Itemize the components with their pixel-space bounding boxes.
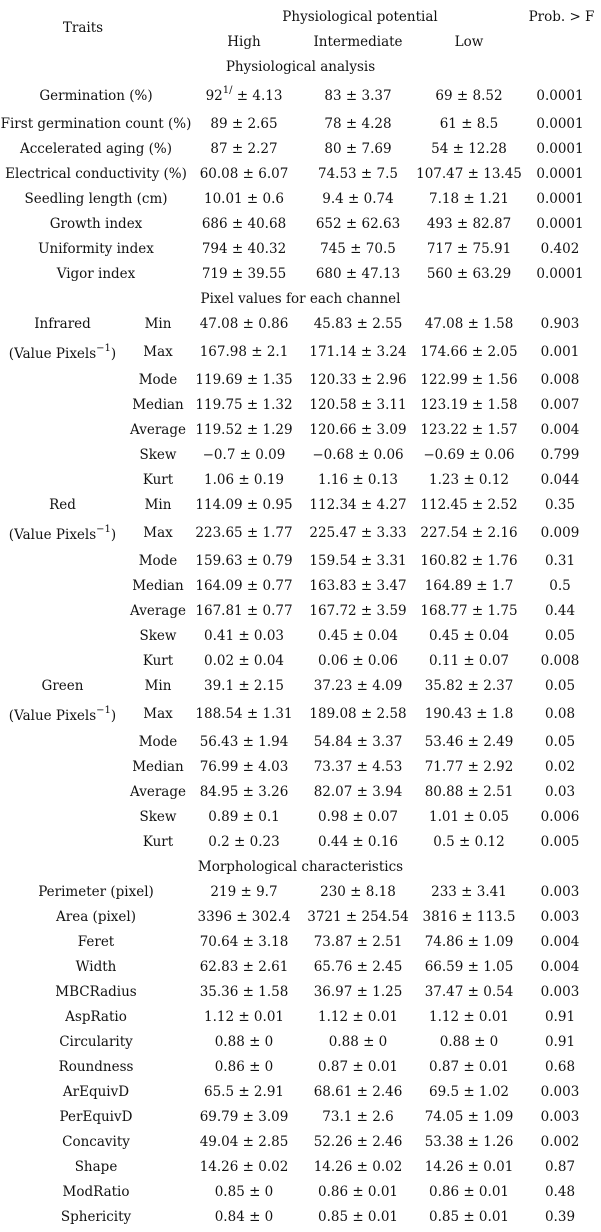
- value-intermediate: 171.14 ± 3.24: [309, 344, 407, 360]
- stat-label: Median: [132, 397, 184, 413]
- value-low: 107.47 ± 13.45: [416, 166, 522, 182]
- value-intermediate: 167.72 ± 3.59: [309, 603, 407, 619]
- value-high: 70.64 ± 3.18: [199, 934, 289, 950]
- value-high: 188.54 ± 1.31: [195, 706, 293, 722]
- value-intermediate: 745 ± 70.5: [320, 241, 396, 257]
- value-intermediate: 0.86 ± 0.01: [317, 1184, 398, 1200]
- value-high: 0.89 ± 0.1: [208, 809, 280, 825]
- stat-label: Median: [132, 578, 184, 594]
- trait-label: MBCRadius: [55, 984, 137, 1000]
- trait-label: Shape: [74, 1159, 118, 1175]
- value-low: 0.5 ± 0.12: [433, 834, 505, 850]
- value-low: 71.77 ± 2.92: [424, 759, 514, 775]
- value-high: 47.08 ± 0.86: [199, 316, 289, 332]
- value-high: 159.63 ± 0.79: [195, 553, 293, 569]
- footnote-marker: 1/: [222, 84, 233, 96]
- value-low: 717 ± 75.91: [426, 241, 512, 257]
- value-prob: 0.05: [544, 678, 576, 694]
- value-low: 123.22 ± 1.57: [420, 422, 518, 438]
- value-intermediate: 68.61 ± 2.46: [313, 1084, 403, 1100]
- value-intermediate: 45.83 ± 2.55: [313, 316, 403, 332]
- value-high: 62.83 ± 2.61: [199, 959, 289, 975]
- stat-label: Skew: [139, 628, 177, 644]
- header-traits: Traits: [62, 20, 104, 36]
- channel-unit: (Value Pixels$^{-1}$): [8, 523, 117, 543]
- value-prob: 0.004: [540, 934, 580, 950]
- trait-label: PerEquivD: [59, 1109, 133, 1125]
- header-physiological-potential: Physiological potential: [282, 9, 438, 25]
- value-intermediate: 52.26 ± 2.46: [313, 1134, 403, 1150]
- value-prob: 0.35: [544, 497, 576, 513]
- value-low: 164.89 ± 1.7: [424, 578, 514, 594]
- value-low: 174.66 ± 2.05: [420, 344, 518, 360]
- value-low: 47.08 ± 1.58: [424, 316, 514, 332]
- trait-label: First germination count (%): [0, 116, 192, 132]
- value-prob: 0.08: [544, 706, 576, 722]
- value-low: 0.85 ± 0.01: [428, 1209, 509, 1225]
- trait-label: Electrical conductivity (%): [5, 166, 187, 182]
- value-low: 160.82 ± 1.76: [420, 553, 518, 569]
- value-high: 76.99 ± 4.03: [199, 759, 289, 775]
- channel-name: Infrared: [34, 316, 91, 332]
- value-high: 794 ± 40.32: [201, 241, 287, 257]
- value-high: 0.86 ± 0: [214, 1059, 274, 1075]
- value-low: 0.88 ± 0: [439, 1034, 499, 1050]
- value-low: 233 ± 3.41: [431, 884, 507, 900]
- stat-label: Skew: [139, 809, 177, 825]
- value-low: 61 ± 8.5: [439, 116, 499, 132]
- stat-label: Max: [143, 525, 173, 541]
- section-morphological-characteristics: Morphological characteristics: [197, 859, 404, 875]
- value-intermediate: 159.54 ± 3.31: [309, 553, 407, 569]
- value-intermediate: 74.53 ± 7.5: [317, 166, 398, 182]
- value-low: 493 ± 82.87: [426, 216, 512, 232]
- stat-label: Kurt: [142, 834, 174, 850]
- value-prob: 0.008: [540, 653, 580, 669]
- value-intermediate: 0.88 ± 0: [328, 1034, 388, 1050]
- trait-label: Uniformity index: [38, 241, 154, 257]
- trait-label: ModRatio: [62, 1184, 130, 1200]
- value-prob: 0.009: [540, 525, 580, 541]
- value-intermediate: 163.83 ± 3.47: [309, 578, 407, 594]
- value-high: $92^{1/} \pm 4.13$: [205, 84, 283, 104]
- stat-label: Kurt: [142, 653, 174, 669]
- channel-name: Red: [49, 497, 76, 513]
- stat-label: Mode: [138, 372, 178, 388]
- value-intermediate: 0.87 ± 0.01: [317, 1059, 398, 1075]
- section-physiological-analysis: Physiological analysis: [225, 59, 376, 75]
- value-intermediate: 83 ± 3.37: [324, 88, 392, 104]
- value-low: 168.77 ± 1.75: [420, 603, 518, 619]
- value-intermediate: 0.45 ± 0.04: [317, 628, 398, 644]
- value-low: 35.82 ± 2.37: [424, 678, 514, 694]
- value-high: 0.41 ± 0.03: [203, 628, 284, 644]
- value-high: 119.75 ± 1.32: [195, 397, 293, 413]
- channel-name: Green: [41, 678, 84, 694]
- trait-label: Germination (%): [39, 88, 153, 104]
- value-prob: 0.003: [540, 909, 580, 925]
- trait-label: Sphericity: [60, 1209, 132, 1225]
- value-high: 219 ± 9.7: [210, 884, 278, 900]
- value-high: 167.81 ± 0.77: [195, 603, 293, 619]
- value-low: 1.23 ± 0.12: [428, 472, 509, 488]
- value-high: 10.01 ± 0.6: [203, 191, 284, 207]
- value-prob: 0.004: [540, 959, 580, 975]
- value-prob: 0.0001: [536, 116, 584, 132]
- value-high: 114.09 ± 0.95: [195, 497, 293, 513]
- value-prob: 0.044: [540, 472, 580, 488]
- value-low: 0.11 ± 0.07: [428, 653, 509, 669]
- value-low: 0.86 ± 0.01: [428, 1184, 509, 1200]
- value-low: 190.43 ± 1.8: [424, 706, 514, 722]
- value-intermediate: 80 ± 7.69: [324, 141, 392, 157]
- value-prob: 0.006: [540, 809, 580, 825]
- value-prob: 0.91: [544, 1034, 576, 1050]
- value-low: 560 ± 63.29: [426, 266, 512, 282]
- value-intermediate: 9.4 ± 0.74: [322, 191, 394, 207]
- section-pixel-values: Pixel values for each channel: [200, 291, 401, 307]
- value-low: 53.38 ± 1.26: [424, 1134, 514, 1150]
- value-intermediate: 78 ± 4.28: [324, 116, 392, 132]
- value-intermediate: 1.12 ± 0.01: [317, 1009, 398, 1025]
- value-high: 119.52 ± 1.29: [195, 422, 293, 438]
- value-prob: 0.0001: [536, 216, 584, 232]
- value-low: 227.54 ± 2.16: [420, 525, 518, 541]
- stat-label: Kurt: [142, 472, 174, 488]
- value-prob: 0.0001: [536, 191, 584, 207]
- value-low: −0.69 ± 0.06: [423, 447, 515, 463]
- value-high: 0.02 ± 0.04: [203, 653, 284, 669]
- value-prob: 0.004: [540, 422, 580, 438]
- value-prob: 0.68: [544, 1059, 576, 1075]
- value-low: 1.12 ± 0.01: [428, 1009, 509, 1025]
- trait-label: Width: [75, 959, 117, 975]
- stat-label: Average: [130, 422, 186, 438]
- value-intermediate: 82.07 ± 3.94: [313, 784, 403, 800]
- value-intermediate: 120.58 ± 3.11: [309, 397, 407, 413]
- value-low: 37.47 ± 0.54: [424, 984, 514, 1000]
- value-low: 54 ± 12.28: [431, 141, 507, 157]
- value-high: 56.43 ± 1.94: [199, 734, 289, 750]
- value-intermediate: 36.97 ± 1.25: [313, 984, 403, 1000]
- value-prob: 0.002: [540, 1134, 580, 1150]
- value-prob: 0.003: [540, 1109, 580, 1125]
- trait-label: Circularity: [59, 1034, 133, 1050]
- value-prob: 0.44: [544, 603, 576, 619]
- value-low: 0.45 ± 0.04: [428, 628, 509, 644]
- value-prob: 0.0001: [536, 141, 584, 157]
- value-intermediate: −0.68 ± 0.06: [312, 447, 404, 463]
- value-prob: 0.005: [540, 834, 580, 850]
- trait-label: Growth index: [49, 216, 143, 232]
- trait-label: AspRatio: [65, 1009, 127, 1025]
- value-prob: 0.799: [540, 447, 580, 463]
- value-high: 0.85 ± 0: [214, 1184, 274, 1200]
- value-high: 35.36 ± 1.58: [199, 984, 289, 1000]
- value-low: 1.01 ± 0.05: [428, 809, 509, 825]
- value-intermediate: 73.1 ± 2.6: [322, 1109, 394, 1125]
- value-prob: 0.5: [549, 578, 571, 594]
- value-high: 0.2 ± 0.23: [208, 834, 280, 850]
- value-high: 167.98 ± 2.1: [199, 344, 289, 360]
- value-high: 0.84 ± 0: [214, 1209, 274, 1225]
- value-prob: 0.001: [540, 344, 580, 360]
- value-high: 719 ± 39.55: [201, 266, 287, 282]
- value-high: 65.5 ± 2.91: [203, 1084, 284, 1100]
- value-intermediate: 54.84 ± 3.37: [313, 734, 403, 750]
- value-intermediate: 189.08 ± 2.58: [309, 706, 407, 722]
- value-prob: 0.0001: [536, 266, 584, 282]
- value-high: 1.12 ± 0.01: [203, 1009, 284, 1025]
- trait-label: ArEquivD: [62, 1084, 130, 1100]
- value-low: 80.88 ± 2.51: [424, 784, 514, 800]
- value-prob: 0.87: [544, 1159, 576, 1175]
- stat-label: Average: [130, 603, 186, 619]
- value-high: 89 ± 2.65: [210, 116, 278, 132]
- value-high: −0.7 ± 0.09: [202, 447, 286, 463]
- value-prob: 0.39: [544, 1209, 576, 1225]
- value-intermediate: 120.66 ± 3.09: [309, 422, 407, 438]
- stat-label: Mode: [138, 553, 178, 569]
- trait-label: Seedling length (cm): [24, 191, 168, 207]
- value-prob: 0.31: [544, 553, 576, 569]
- stat-label: Max: [143, 706, 173, 722]
- value-low: 14.26 ± 0.01: [424, 1159, 514, 1175]
- value-intermediate: 0.98 ± 0.07: [317, 809, 398, 825]
- value-high: 60.08 ± 6.07: [199, 166, 289, 182]
- value-intermediate: 73.37 ± 4.53: [313, 759, 403, 775]
- value-prob: 0.91: [544, 1009, 576, 1025]
- value-prob: 0.903: [540, 316, 580, 332]
- channel-unit: (Value Pixels$^{-1}$): [8, 704, 117, 724]
- value-high: 87 ± 2.27: [210, 141, 278, 157]
- value-intermediate: 230 ± 8.18: [320, 884, 396, 900]
- value-low: 7.18 ± 1.21: [428, 191, 509, 207]
- value-intermediate: 120.33 ± 2.96: [309, 372, 407, 388]
- trait-label: Perimeter (pixel): [38, 884, 154, 900]
- stat-label: Skew: [139, 447, 177, 463]
- trait-label: Roundness: [58, 1059, 134, 1075]
- value-prob: 0.003: [540, 1084, 580, 1100]
- value-intermediate: 652 ± 62.63: [315, 216, 401, 232]
- value-intermediate: 1.16 ± 0.13: [317, 472, 398, 488]
- value-intermediate: 37.23 ± 4.09: [313, 678, 403, 694]
- value-high: 0.88 ± 0: [214, 1034, 274, 1050]
- value-low: 122.99 ± 1.56: [420, 372, 518, 388]
- value-intermediate: 73.87 ± 2.51: [313, 934, 403, 950]
- value-prob: 0.05: [544, 628, 576, 644]
- value-prob: 0.05: [544, 734, 576, 750]
- value-high: 39.1 ± 2.15: [203, 678, 284, 694]
- value-prob: 0.03: [544, 784, 576, 800]
- value-low: 123.19 ± 1.58: [420, 397, 518, 413]
- value-intermediate: 3721 ± 254.54: [307, 909, 409, 925]
- value-intermediate: 14.26 ± 0.02: [313, 1159, 403, 1175]
- value-high: 84.95 ± 3.26: [199, 784, 289, 800]
- trait-label: Feret: [77, 934, 115, 950]
- trait-label: Accelerated aging (%): [19, 141, 172, 157]
- value-low: 112.45 ± 2.52: [420, 497, 518, 513]
- value-high: 1.06 ± 0.19: [203, 472, 284, 488]
- value-intermediate: 0.06 ± 0.06: [317, 653, 398, 669]
- stat-label: Min: [144, 316, 172, 332]
- header-intermediate: Intermediate: [313, 34, 403, 50]
- header-low: Low: [454, 34, 484, 50]
- value-prob: 0.007: [540, 397, 580, 413]
- value-prob: 0.402: [540, 241, 580, 257]
- value-prob: 0.008: [540, 372, 580, 388]
- value-high: 14.26 ± 0.02: [199, 1159, 289, 1175]
- value-intermediate: 680 ± 47.13: [315, 266, 401, 282]
- value-intermediate: 225.47 ± 3.33: [309, 525, 407, 541]
- value-intermediate: 112.34 ± 4.27: [309, 497, 407, 513]
- value-low: 3816 ± 113.5: [422, 909, 516, 925]
- value-prob: 0.48: [544, 1184, 576, 1200]
- stat-label: Median: [132, 759, 184, 775]
- stat-label: Average: [130, 784, 186, 800]
- value-prob: 0.003: [540, 884, 580, 900]
- stat-label: Mode: [138, 734, 178, 750]
- value-low: 0.87 ± 0.01: [428, 1059, 509, 1075]
- value-high: 223.65 ± 1.77: [195, 525, 293, 541]
- value-prob: 0.003: [540, 984, 580, 1000]
- value-high: 119.69 ± 1.35: [195, 372, 293, 388]
- value-prob: 0.0001: [536, 88, 584, 104]
- value-high: 164.09 ± 0.77: [195, 578, 293, 594]
- stat-label: Min: [144, 678, 172, 694]
- value-low: 53.46 ± 2.49: [424, 734, 514, 750]
- trait-label: Concavity: [62, 1134, 130, 1150]
- header-high: High: [227, 34, 261, 50]
- stat-label: Min: [144, 497, 172, 513]
- header-prob-f: Prob. > F: [528, 9, 595, 25]
- value-low: 69.5 ± 1.02: [428, 1084, 509, 1100]
- value-intermediate: 65.76 ± 2.45: [313, 959, 403, 975]
- stat-label: Max: [143, 344, 173, 360]
- value-prob: 0.02: [544, 759, 576, 775]
- value-intermediate: 0.44 ± 0.16: [317, 834, 398, 850]
- value-high: 49.04 ± 2.85: [199, 1134, 289, 1150]
- value-high: 69.79 ± 3.09: [199, 1109, 289, 1125]
- value-high: 3396 ± 302.4: [197, 909, 291, 925]
- trait-label: Vigor index: [56, 266, 136, 282]
- value-low: 66.59 ± 1.05: [424, 959, 514, 975]
- value-intermediate: 0.85 ± 0.01: [317, 1209, 398, 1225]
- trait-label: Area (pixel): [56, 909, 136, 925]
- value-prob: 0.0001: [536, 166, 584, 182]
- value-low: 69 ± 8.52: [435, 88, 503, 104]
- value-high: 686 ± 40.68: [201, 216, 287, 232]
- channel-unit: (Value Pixels$^{-1}$): [8, 342, 117, 362]
- value-low: 74.05 ± 1.09: [424, 1109, 514, 1125]
- value-low: 74.86 ± 1.09: [424, 934, 514, 950]
